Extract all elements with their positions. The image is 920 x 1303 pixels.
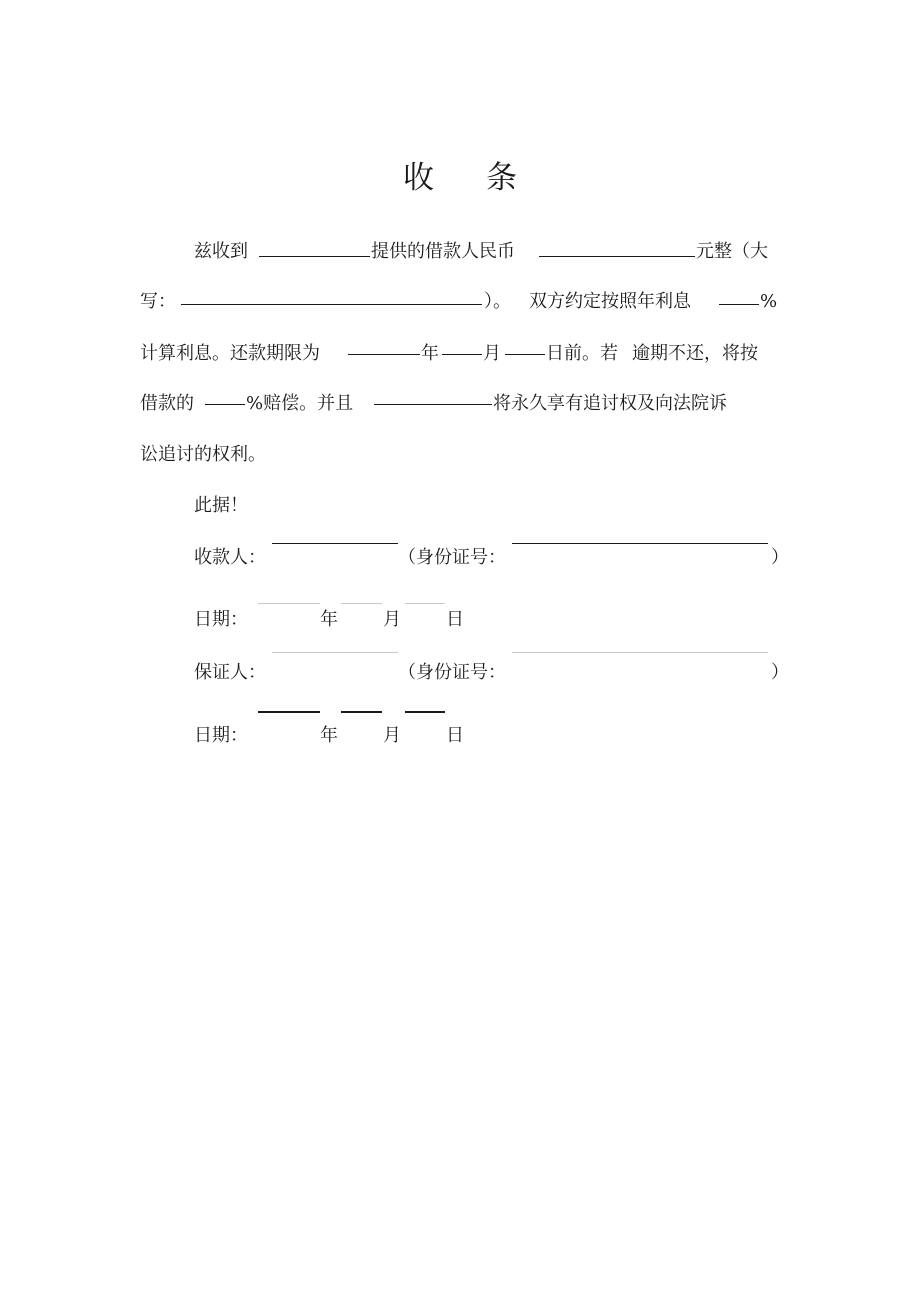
body-text: 日前。若 [546,343,618,364]
date1-month-line [341,603,382,604]
date1-day-line [405,603,445,604]
title-char-1: 收 [403,160,434,196]
body-text: ）。 [484,291,511,312]
close-paren: ） [771,547,789,568]
date-day-label: 日 [446,725,464,746]
blank-lender-name [374,404,492,405]
body-text: 写： [140,291,176,312]
guarantor-id-line [512,652,768,653]
guarantor-label: 保证人： [194,662,266,683]
blank-interest-rate [719,304,759,305]
body-text: 兹收到 [194,241,248,262]
payee-label: 收款人： [194,547,266,568]
body-text: 月 [483,343,501,364]
date-year-label: 年 [320,725,338,746]
body-text: % [760,291,778,312]
body-text: 双方约定按照年利息 [529,291,691,312]
date2-day-line [405,711,445,713]
payee-id-label: （身份证号： [398,547,506,568]
date-year-label: 年 [320,609,338,630]
date2-year-line [258,711,320,713]
body-text: 元整（大 [696,241,768,262]
blank-penalty-rate [205,404,245,405]
blank-day [505,354,545,355]
body-text: 借款的 [140,393,194,414]
title-char-2: 条 [486,160,517,196]
body-text: 提供的借款人民币 [371,241,515,262]
blank-amount [539,256,695,257]
body-text: 将永久享有追讨权及向法院诉 [493,393,727,414]
payee-name-line [272,543,398,544]
date-label: 日期： [194,725,248,746]
body-text: 讼追讨的权利。 [140,444,266,465]
date1-year-line [258,603,320,604]
blank-month [442,354,482,355]
body-text: 逾期不还，将按 [632,343,758,364]
blank-lender [259,256,370,257]
body-text: 年 [421,343,439,364]
blank-year [348,354,420,355]
page-title [0,152,920,197]
body-text: 计算利息。还款期限为 [140,343,320,364]
blank-amount-uppercase [181,304,482,305]
date-month-label: 月 [383,609,401,630]
date2-month-line [341,711,382,713]
payee-id-line [512,543,768,544]
guarantor-id-label: （身份证号： [398,662,506,683]
closing-text: 此据！ [194,495,248,516]
date-day-label: 日 [446,609,464,630]
close-paren: ） [771,662,789,683]
body-text: %赔偿。并且 [246,393,354,414]
guarantor-name-line [272,652,398,653]
date-month-label: 月 [383,725,401,746]
date-label: 日期： [194,609,248,630]
